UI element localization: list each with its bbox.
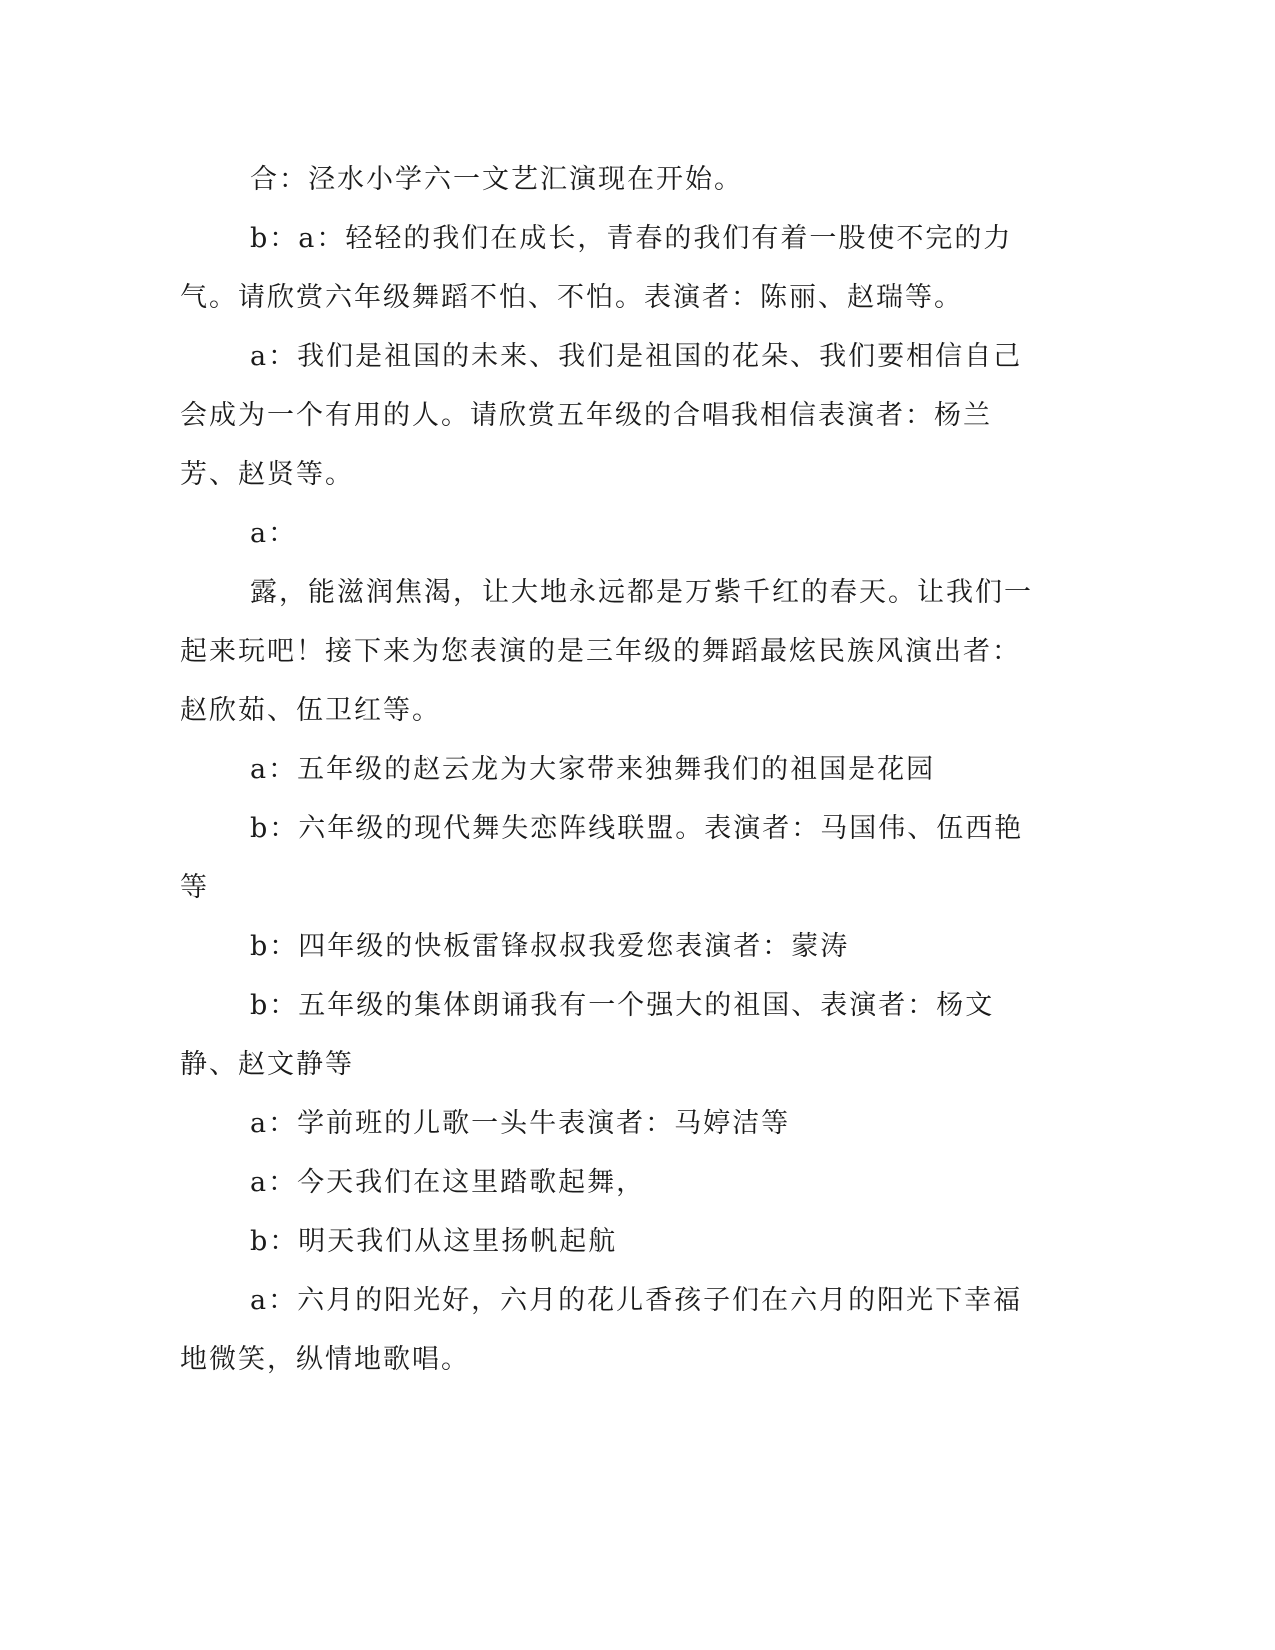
paragraph-a-label: a： <box>250 518 298 549</box>
paragraph-grade3-dance: 露，能滋润焦渴，让大地永远都是万紫千红的春天。让我们一起来玩吧！接下来为您表演的是三年级的舞蹈最炫民族风演出者：赵欣茹、伍卫红等。 <box>180 577 1033 726</box>
paragraph-modern-dance: b：六年级的现代舞失恋阵线联盟。表演者：马国伟、伍西艳等 <box>180 813 1024 903</box>
paragraph-recitation: b：五年级的集体朗诵我有一个强大的祖国、表演者：杨文静、赵文静等 <box>180 990 995 1080</box>
paragraph-solo-dance: a：五年级的赵云龙为大家带来独舞我们的祖国是花园 <box>250 754 936 785</box>
document-body <box>180 150 1040 1389</box>
paragraph-grade5-chorus: a：我们是祖国的未来、我们是祖国的花朵、我们要相信自己会成为一个有用的人。请欣赏五年级的合唱我相信表演者：杨兰芳、赵贤等。 <box>180 341 1023 490</box>
paragraph-opening: 合：泾水小学六一文艺汇演现在开始。 <box>250 164 743 195</box>
paragraph-grade6-dance: b：a：轻轻的我们在成长，青春的我们有着一股使不完的力气。请欣赏六年级舞蹈不怕、不怕。表演者：陈丽、赵瑞等。 <box>180 223 1013 313</box>
paragraph-today: a：今天我们在这里踏歌起舞， <box>250 1167 646 1198</box>
paragraph-nursery-song: a：学前班的儿歌一头牛表演者：马婷洁等 <box>250 1108 791 1139</box>
paragraph-kuaiban: b：四年级的快板雷锋叔叔我爱您表演者：蒙涛 <box>250 931 850 962</box>
paragraph-closing: a：六月的阳光好，六月的花儿香孩子们在六月的阳光下幸福地微笑，纵情地歌唱。 <box>180 1285 1023 1375</box>
paragraph-tomorrow: b：明天我们从这里扬帆起航 <box>250 1226 618 1257</box>
